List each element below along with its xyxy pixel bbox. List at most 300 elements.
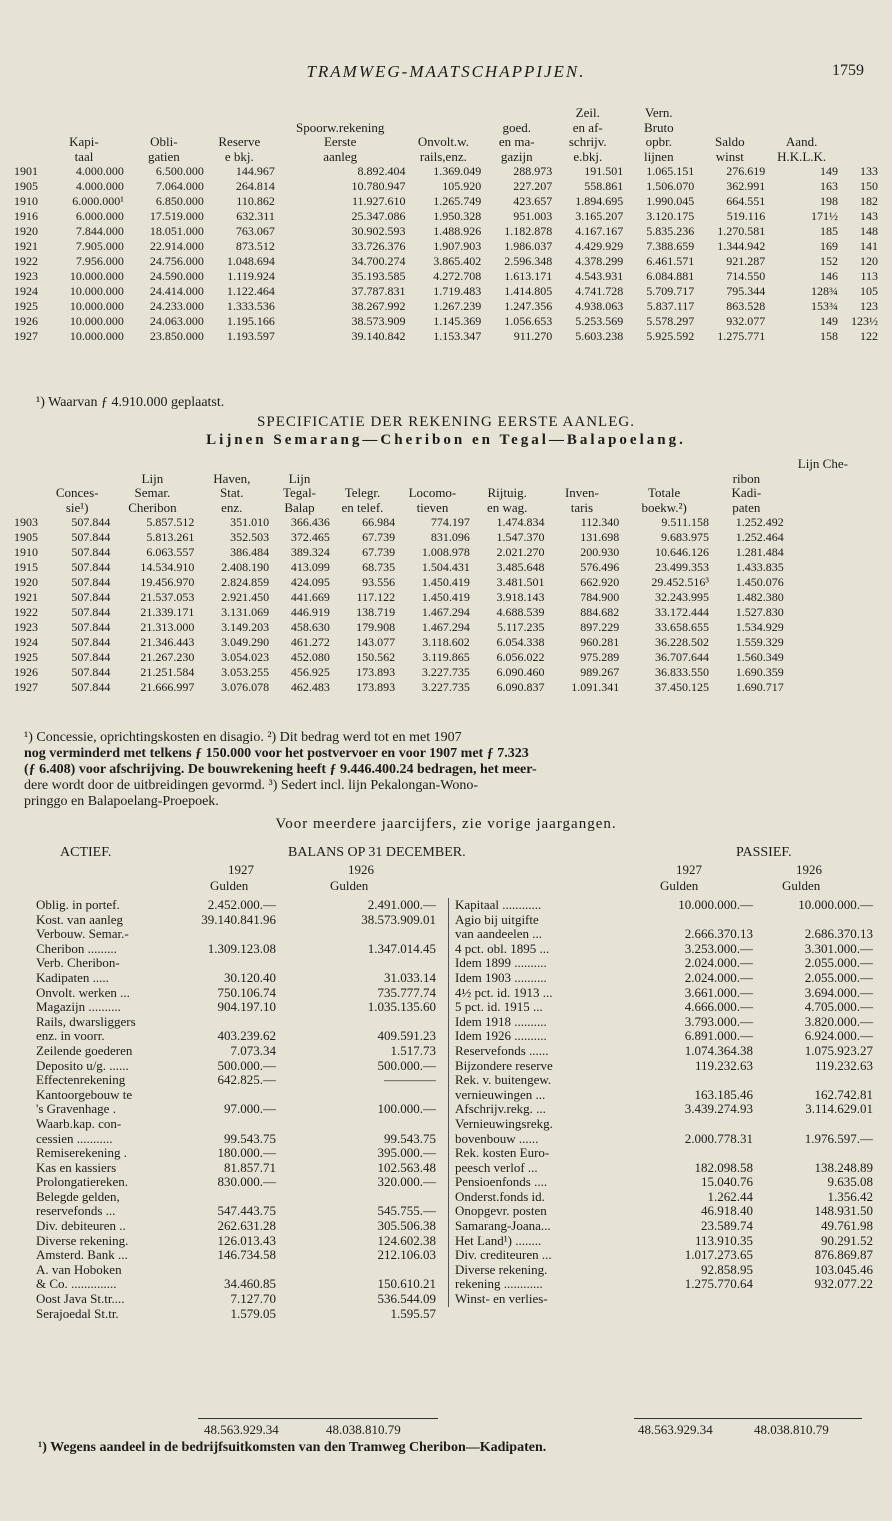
spec-value-cell: 21.346.443 xyxy=(140,635,195,649)
table1-value-cell: 25.347.086 xyxy=(351,209,406,223)
balance-value-1926: 103.045.46 xyxy=(814,1261,873,1277)
balance-value-1927: 6.891.000.— xyxy=(684,1028,753,1044)
table1-value-cell: 1.270.581 xyxy=(717,224,766,238)
table1-value-cell: 932.077 xyxy=(726,314,766,328)
spec-value-cell: 372.465 xyxy=(290,530,330,544)
spec-value-cell: 36.228.502 xyxy=(654,635,709,649)
balance-value-1927: 146.734.58 xyxy=(217,1247,276,1263)
spec-value-cell: 1.467.294 xyxy=(421,605,470,619)
table1-header-cell: Reserve xyxy=(218,134,261,149)
spec-row xyxy=(14,515,862,530)
balance-value-1927: 163.185.46 xyxy=(694,1086,753,1102)
table1-year-cell: 1901 xyxy=(14,164,38,178)
spec-header-row xyxy=(14,457,862,472)
spec-header-cell: Lijn Che- xyxy=(797,456,848,471)
spec-value-cell: 897.229 xyxy=(580,620,620,634)
table1-value-cell: 1.990.045 xyxy=(646,194,695,208)
table1-header-cell: opbr. xyxy=(645,134,672,149)
spec-value-cell: 1.547.370 xyxy=(496,530,545,544)
table1-value-cell: 7.388.659 xyxy=(646,239,695,253)
balance-row xyxy=(455,971,873,986)
table1-header-cell: Bruto xyxy=(643,119,674,135)
table1-value-cell: 5.603.238 xyxy=(575,329,624,343)
balance-value-1927: 2.000.778.31 xyxy=(684,1130,753,1146)
spec-value-cell: 5.857.512 xyxy=(146,515,195,529)
table1-header-cell: lijnen xyxy=(643,148,674,164)
spec-value-cell: 386.484 xyxy=(230,545,270,559)
table1-value-cell: 1.719.483 xyxy=(433,284,482,298)
table1-header-cell xyxy=(204,121,275,136)
table1-header-cell xyxy=(204,106,275,121)
table1-value-cell: 123 xyxy=(860,299,878,313)
table1-value-cell: 921.287 xyxy=(726,254,766,268)
balance-value-1927: 1.579.05 xyxy=(230,1305,276,1321)
spec-value-cell: 37.450.125 xyxy=(654,680,709,694)
balance-item-label: Rek. kosten Euro- xyxy=(455,1145,550,1161)
balance-item-label: Onopgevr. posten xyxy=(455,1203,547,1219)
table1-header-cell: schrijv. xyxy=(568,134,607,149)
table1-header-cell xyxy=(44,121,124,136)
balance-row xyxy=(36,927,436,942)
spec-year-cell: 1905 xyxy=(14,530,38,544)
spec-value-cell: 784.900 xyxy=(580,590,620,604)
balance-row xyxy=(36,1000,436,1015)
table1-value-cell: 141 xyxy=(860,239,878,253)
spec-value-cell: 507.844 xyxy=(71,590,111,604)
balance-value-1927: 92.858.95 xyxy=(701,1261,753,1277)
balance-item-label: Prolongatiereken. xyxy=(36,1174,129,1190)
balance-value-1927: 119.232.63 xyxy=(694,1057,753,1073)
balance-item-label: Zeilende goederen xyxy=(36,1042,133,1058)
left-unit1: Gulden xyxy=(210,878,249,893)
balance-value-1927: 3.439.274.93 xyxy=(684,1101,753,1117)
table1-value-cell: 4.000.000 xyxy=(75,164,124,178)
spec-value-cell: 507.844 xyxy=(71,545,111,559)
spec-header-row xyxy=(14,472,862,487)
spec-header-cell xyxy=(470,472,545,487)
spec-note-line: (ƒ 6.408) voor afschrijving. De bouwrekening heeft ƒ 9.446.400.24 bedragen, het meer- xyxy=(24,762,537,777)
table1-value-cell: 150 xyxy=(860,179,878,193)
spec-value-cell: 462.483 xyxy=(290,680,330,694)
balance-value-1927: 180.000.— xyxy=(217,1145,276,1161)
balance-row xyxy=(455,1146,873,1161)
table1-value-cell: 1.119.924 xyxy=(227,269,275,283)
spec-value-cell: 6.056.022 xyxy=(496,650,545,664)
spec-value-cell: 507.844 xyxy=(71,650,111,664)
balance-value-1926: 500.000.— xyxy=(377,1057,436,1073)
table1-header-cell xyxy=(694,106,765,121)
spec-value-cell: 507.844 xyxy=(71,680,111,694)
balance-value-1926: 305.506.38 xyxy=(377,1218,436,1234)
balance-value-1926: 545.755.— xyxy=(377,1203,436,1219)
spec-row xyxy=(14,530,862,545)
spec-header-cell: Tegal- xyxy=(283,485,317,500)
table1-row xyxy=(14,284,878,299)
balance-value-1927: 3.661.000.— xyxy=(684,984,753,1000)
balance-value-1927: 10.000.000.— xyxy=(678,897,753,912)
table1-value-cell: 158 xyxy=(819,329,838,343)
spec-year-cell: 1924 xyxy=(14,635,38,649)
spec-value-cell: 458.630 xyxy=(290,620,330,634)
balance-row xyxy=(36,898,436,913)
balance-value-1927: 30.120.40 xyxy=(224,969,276,985)
balance-item-label: & Co. .............. xyxy=(36,1276,117,1292)
table1-value-cell: 37.787.831 xyxy=(351,284,406,298)
table1-header-cell: Obli- xyxy=(150,134,178,149)
table1-header-cell: Onvolt.w. xyxy=(417,134,469,149)
balance-item-label: Div. crediteuren ... xyxy=(455,1247,552,1263)
balance-value-1926: 124.602.38 xyxy=(377,1232,436,1248)
spec-header-cell: Inven- xyxy=(564,485,599,500)
spec-year-cell: 1920 xyxy=(14,575,38,589)
spec-value-cell: 975.289 xyxy=(580,650,620,664)
balance-value-1926: 2.055.000.— xyxy=(804,969,873,985)
spec-value-cell: 3.076.078 xyxy=(221,680,270,694)
spec-header-cell: Totale xyxy=(647,485,681,500)
balance-value-1926: 395.000.— xyxy=(377,1145,436,1161)
balance-value-1926: 162.742.81 xyxy=(814,1086,873,1102)
spec-header-cell: tieven xyxy=(416,499,449,515)
spec-value-cell: 351.010 xyxy=(230,515,270,529)
table1-value-cell: 3.865.402 xyxy=(433,254,482,268)
spec-year-cell: 1915 xyxy=(14,560,38,574)
table1-header-cell: en ma- xyxy=(498,134,535,149)
table1-year-cell: 1916 xyxy=(14,209,38,223)
table1-header-cell: gazijn xyxy=(500,148,533,164)
balance-row xyxy=(36,913,436,928)
left-year1: 1927 xyxy=(228,862,254,877)
table1-value-cell: 148 xyxy=(860,224,878,238)
balance-item-label: Onderst.fonds id. xyxy=(455,1188,545,1204)
table1-header-cell: winst xyxy=(715,148,744,164)
balance-row xyxy=(455,1073,873,1088)
balance-item-label: Magazijn .......... xyxy=(36,999,121,1015)
balance-value-1926: 150.610.21 xyxy=(377,1276,436,1292)
balance-value-1927: 97.000.— xyxy=(224,1101,276,1117)
table1-year-cell: 1922 xyxy=(14,254,38,268)
table1-value-cell: 5.578.297 xyxy=(646,314,695,328)
table1-value-cell: 105.920 xyxy=(442,179,482,193)
spec-value-cell: 3.227.735 xyxy=(421,665,470,679)
table1-value-cell: 110.862 xyxy=(236,194,275,208)
spec-header-cell: Semar. xyxy=(134,485,171,500)
table1-value-cell: 10.780.947 xyxy=(351,179,406,193)
spec-value-cell: 33.658.655 xyxy=(654,620,709,634)
balance-value-1926: 100.000.— xyxy=(377,1101,436,1117)
balance-item-label: enz. in voorr. xyxy=(36,1028,105,1044)
balance-row xyxy=(455,1117,873,1132)
balance-row xyxy=(455,927,873,942)
balance-item-label: Verbouw. Semar.- xyxy=(36,926,129,942)
table1-header-cell xyxy=(481,106,552,121)
table1-value-cell: 5.925.592 xyxy=(646,329,695,343)
spec-header-row xyxy=(14,501,862,516)
spec-header-cell: Telegr. xyxy=(344,485,381,500)
balance-item-label: A. van Hoboken xyxy=(36,1261,122,1277)
balance-row xyxy=(455,1029,873,1044)
spec-value-cell: 3.227.735 xyxy=(421,680,470,694)
table1-value-cell: 1.986.037 xyxy=(504,239,553,253)
balance-item-label: cessien ........... xyxy=(36,1130,113,1146)
page-number: 1759 xyxy=(832,62,864,79)
balance-row xyxy=(36,1234,436,1249)
balance-value-1926: 735.777.74 xyxy=(377,984,436,1000)
balance-row xyxy=(455,1277,873,1292)
table1-header-cell: en af- xyxy=(572,119,603,135)
spec-value-cell: 9.683.975 xyxy=(660,530,709,544)
spec-value-cell: 413.099 xyxy=(290,560,330,574)
spec-value-cell: 1.450.419 xyxy=(421,575,470,589)
spec-value-cell: 2.021.270 xyxy=(496,545,545,559)
balance-row xyxy=(36,1175,436,1190)
balance-row xyxy=(36,1132,436,1147)
balance-row xyxy=(455,1059,873,1074)
spec-title: SPECIFICATIE DER REKENING EERSTE AANLEG. xyxy=(257,414,635,430)
spec-value-cell: 1.690.359 xyxy=(735,665,784,679)
balance-row xyxy=(455,1219,873,1234)
right-year2: 1926 xyxy=(796,862,822,877)
table1-value-cell: 227.207 xyxy=(513,179,553,193)
spec-value-cell: 1.252.492 xyxy=(735,515,784,529)
balance-value-1926: 31.033.14 xyxy=(384,969,436,985)
balance-value-1926: ———— xyxy=(384,1072,436,1088)
spec-value-cell: 441.669 xyxy=(290,590,330,604)
table1-value-cell: 1.247.356 xyxy=(504,299,553,313)
balance-value-1926: 1.976.597.— xyxy=(804,1130,873,1146)
table1-value-cell: 24.063.000 xyxy=(149,314,204,328)
balance-value-1926: 99.543.75 xyxy=(384,1130,436,1146)
spec-value-cell: 1.450.076 xyxy=(735,575,784,589)
balance-item-label: Winst- en verlies- xyxy=(455,1291,548,1307)
table1-value-cell: 7.956.000 xyxy=(75,254,124,268)
spec-value-cell: 1.474.834 xyxy=(496,515,545,529)
table1-value-cell: 4.272.708 xyxy=(433,269,482,283)
spec-value-cell: 507.844 xyxy=(71,575,111,589)
balance-value-1926: 3.114.629.01 xyxy=(805,1101,873,1117)
spec-value-cell: 66.984 xyxy=(362,515,396,529)
spec-value-cell: 33.172.444 xyxy=(654,605,709,619)
right-unit2: Gulden xyxy=(782,878,821,893)
balance-value-1927: 113.910.35 xyxy=(694,1232,753,1248)
spec-table xyxy=(14,457,862,695)
balance-value-1927: 262.631.28 xyxy=(217,1218,276,1234)
balance-row xyxy=(455,942,873,957)
spec-value-cell: 461.272 xyxy=(290,635,330,649)
table1-value-cell: 128¾ xyxy=(810,284,838,298)
spec-value-cell: 21.537.053 xyxy=(140,590,195,604)
balance-value-1927: 403.239.62 xyxy=(217,1028,276,1044)
table1-header-cell: Eerste xyxy=(323,134,357,149)
table1-value-cell: 1.265.749 xyxy=(433,194,482,208)
balance-value-1927: 46.918.40 xyxy=(701,1203,753,1219)
table1-value-cell: 4.000.000 xyxy=(75,179,124,193)
balance-value-1926: 3.301.000.— xyxy=(804,940,873,956)
table1-header-row xyxy=(14,135,878,150)
balance-value-1926: 6.924.000.— xyxy=(804,1028,873,1044)
spec-header-cell: Cheribon xyxy=(128,499,177,515)
balance-value-1927: 1.262.44 xyxy=(707,1188,753,1204)
spec-value-cell: 21.666.997 xyxy=(140,680,195,694)
table1-header-cell xyxy=(765,106,838,121)
left-year2: 1926 xyxy=(348,862,374,877)
table1-value-cell: 863.528 xyxy=(726,299,766,313)
table1-header-cell xyxy=(694,121,765,136)
spec-note-line: nog verminderd met telkens ƒ 150.000 voor het postvervoer en voor 1907 met ƒ 7.323 xyxy=(24,746,529,761)
balance-value-1926: 2.686.370.13 xyxy=(804,926,873,942)
balance-value-1926: 148.931.50 xyxy=(814,1203,873,1219)
spec-year-cell: 1910 xyxy=(14,545,38,559)
table1-value-cell: 163 xyxy=(819,179,838,193)
spec-value-cell: 21.267.230 xyxy=(140,650,195,664)
table1-value-cell: 149 xyxy=(819,314,838,328)
table1-header-cell: Saldo xyxy=(714,134,745,149)
table1-value-cell: 185 xyxy=(819,224,838,238)
balance-value-1926: 102.563.48 xyxy=(377,1159,436,1175)
spec-row xyxy=(14,560,862,575)
balance-value-1927: 81.857.71 xyxy=(224,1159,276,1175)
spec-value-cell: 36.707.644 xyxy=(654,650,709,664)
table1-header-cell xyxy=(124,121,204,136)
table1-value-cell: 120 xyxy=(860,254,878,268)
table1-value-cell: 1.065.151 xyxy=(646,164,695,178)
spec-value-cell: 366.436 xyxy=(290,515,330,529)
table1-value-cell: 1.122.464 xyxy=(226,284,275,298)
balance-row xyxy=(455,1248,873,1263)
table1-value-cell: 1.275.771 xyxy=(717,329,766,343)
table1-value-cell: 169 xyxy=(819,239,838,253)
table1-header-cell: e.bkj. xyxy=(573,148,603,164)
spec-value-cell: 1.482.380 xyxy=(735,590,784,604)
table1-value-cell: 276.619 xyxy=(726,164,766,178)
balance-value-1926: 2.491.000.— xyxy=(367,897,436,912)
spec-value-cell: 507.844 xyxy=(71,515,111,529)
balance-value-1926: 4.705.000.— xyxy=(804,999,873,1015)
table1-value-cell: 4.429.929 xyxy=(575,239,624,253)
balance-row xyxy=(36,1263,436,1278)
spec-value-cell: 67.739 xyxy=(362,545,396,559)
balance-item-label: 5 pct. id. 1915 ... xyxy=(455,999,543,1015)
balance-value-1927: 99.543.75 xyxy=(224,1130,276,1146)
table1-value-cell: 288.973 xyxy=(513,164,553,178)
table1-row xyxy=(14,164,878,179)
spec-value-cell: 2.921.450 xyxy=(221,590,270,604)
spec-year-cell: 1925 xyxy=(14,650,38,664)
table1-header-cell: e bkj. xyxy=(224,148,254,164)
spec-year-cell: 1926 xyxy=(14,665,38,679)
balance-item-label: Vernieuwingsrekg. xyxy=(455,1115,553,1131)
balance-passief xyxy=(448,898,873,1307)
table1-value-cell: 10.000.000 xyxy=(69,269,124,283)
spec-value-cell: 960.281 xyxy=(580,635,620,649)
spec-note-line: ¹) Concessie, oprichtingskosten en disagio. ²) Dit bedrag werd tot en met 1907 xyxy=(24,730,462,745)
balance-row xyxy=(455,1204,873,1219)
spec-header-cell: ribon xyxy=(732,470,761,486)
table1-header-row xyxy=(14,121,878,136)
table1-value-cell: 6.000.000¹ xyxy=(72,194,124,208)
spec-header-cell: Lijn xyxy=(141,470,164,486)
table1-header-cell: goed. xyxy=(502,119,531,135)
balance-item-label: Reservefonds ...... xyxy=(455,1042,549,1058)
table1-year-cell: 1925 xyxy=(14,299,38,313)
balance-row xyxy=(36,1059,436,1074)
balance-value-1927: 4.666.000.— xyxy=(684,999,753,1015)
spec-header-cell: enz. xyxy=(221,499,243,515)
spec-value-cell: 1.534.929 xyxy=(735,620,784,634)
balance-row xyxy=(36,1248,436,1263)
balance-item-label: Oost Java St.tr.... xyxy=(36,1291,125,1307)
spec-value-cell: 6.054.338 xyxy=(496,635,545,649)
balance-value-1926: 1.347.014.45 xyxy=(367,940,436,956)
balance-item-label: Afschrijv.rekg. ... xyxy=(455,1101,546,1117)
spec-value-cell: 507.844 xyxy=(71,605,111,619)
balance-value-1927: 2.024.000.— xyxy=(684,955,753,971)
actief-title: ACTIEF. xyxy=(60,845,112,860)
spec-header-cell: Lijn xyxy=(288,470,311,486)
balance-row xyxy=(36,956,436,971)
spec-header-cell: Stat. xyxy=(220,485,244,500)
balance-row xyxy=(455,1088,873,1103)
balance-value-1926: 2.055.000.— xyxy=(804,955,873,971)
balance-item-label: Kadipaten ..... xyxy=(36,969,109,985)
table1-row xyxy=(14,329,878,344)
table1-value-cell: 38.267.992 xyxy=(351,299,406,313)
spec-value-cell: 14.534.910 xyxy=(140,560,195,574)
table1-value-cell: 6.461.571 xyxy=(646,254,695,268)
balance-value-1927: 7.127.70 xyxy=(230,1291,276,1307)
balance-value-1927: 1.074.364.38 xyxy=(684,1042,753,1058)
balance-row xyxy=(36,942,436,957)
balance-value-1927: 3.253.000.— xyxy=(684,940,753,956)
table1-value-cell: 10.000.000 xyxy=(69,314,124,328)
spec-value-cell: 9.511.158 xyxy=(661,515,709,529)
spec-value-cell: 1.560.349 xyxy=(735,650,784,664)
spec-value-cell: 3.481.501 xyxy=(496,575,545,589)
balance-value-1926: 1.075.923.27 xyxy=(804,1042,873,1058)
table1-value-cell: 1.193.597 xyxy=(226,329,275,343)
table1-value-cell: 24.233.000 xyxy=(149,299,204,313)
spec-value-cell: 452.080 xyxy=(290,650,330,664)
table1-value-cell: 7.844.000 xyxy=(75,224,124,238)
passief-title: PASSIEF. xyxy=(736,845,792,860)
table1-value-cell: 33.726.376 xyxy=(351,239,406,253)
right-total-1926: 48.038.810.79 xyxy=(754,1422,829,1437)
spec-value-cell: 68.735 xyxy=(362,560,396,574)
spec-value-cell: 3.918.143 xyxy=(496,590,545,604)
table1-value-cell: 153¾ xyxy=(810,299,838,313)
balance-row xyxy=(455,1190,873,1205)
balance-row xyxy=(455,1132,873,1147)
balance-value-1926: 1.035.135.60 xyxy=(367,999,436,1015)
balance-value-1927: 750.106.74 xyxy=(217,984,276,1000)
spec-row xyxy=(14,620,862,635)
balance-item-label: Serajoedal St.tr. xyxy=(36,1305,119,1321)
table1-value-cell: 5.709.717 xyxy=(646,284,695,298)
balance-item-label: Idem 1903 .......... xyxy=(455,969,547,985)
spec-value-cell: 1.559.329 xyxy=(735,635,784,649)
table1-header-cell: H.K.L.K. xyxy=(777,148,827,164)
table1-header-cell: Aand. xyxy=(785,134,818,149)
spec-value-cell: 3.053.255 xyxy=(221,665,270,679)
balance-item-label: Bijzondere reserve xyxy=(455,1057,553,1073)
balance-value-1926: 1.595.57 xyxy=(390,1305,436,1321)
balance-row xyxy=(36,1029,436,1044)
spec-value-cell: 67.739 xyxy=(362,530,396,544)
spec-header-cell xyxy=(395,472,470,487)
spec-value-cell: 3.149.203 xyxy=(221,620,270,634)
balance-row xyxy=(36,1073,436,1088)
balance-item-label: Kas en kassiers xyxy=(36,1159,117,1175)
spec-header-cell: Balap xyxy=(284,499,315,515)
